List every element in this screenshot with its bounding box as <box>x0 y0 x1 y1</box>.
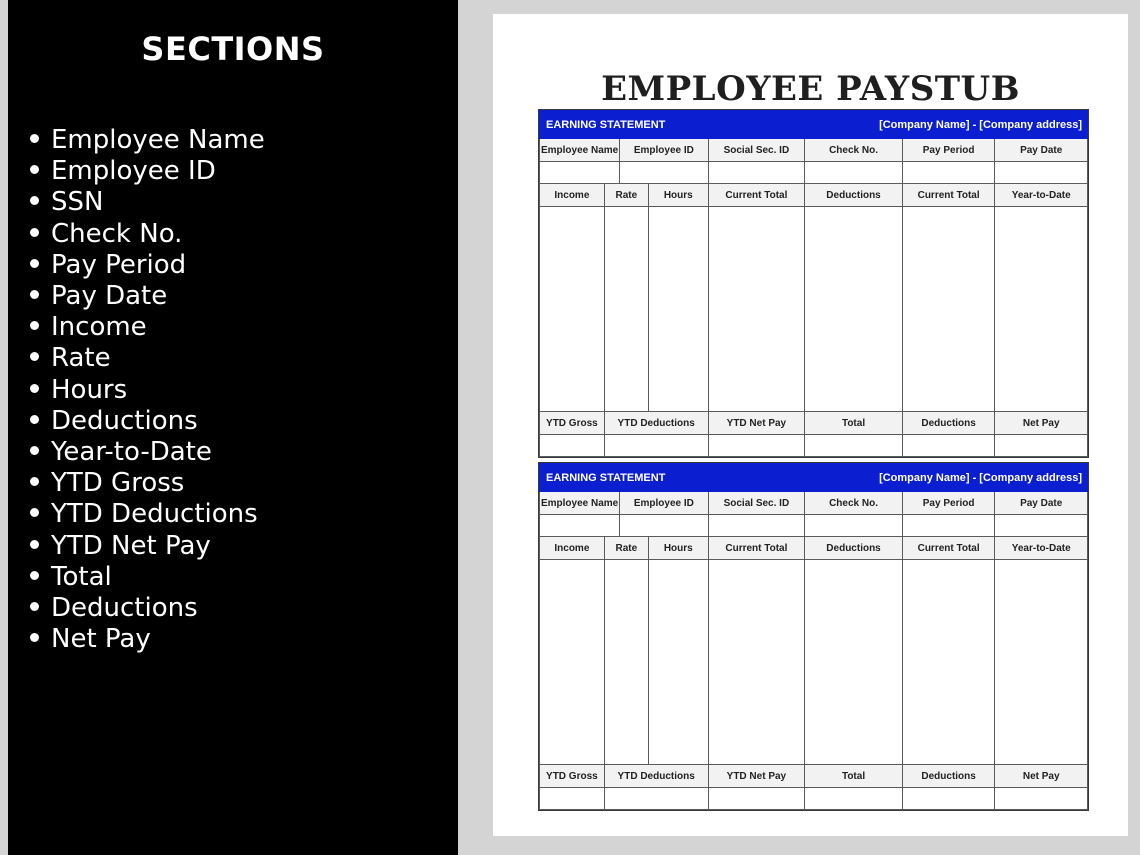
check-no-label: Check No. <box>805 139 903 162</box>
info-header-row <box>540 139 1088 162</box>
rate-field[interactable] <box>604 207 648 412</box>
deductions-label: Deductions <box>805 184 903 207</box>
deductions-field[interactable] <box>902 435 995 457</box>
bullet-icon <box>30 352 39 361</box>
ytd-net-pay-field[interactable] <box>708 435 805 457</box>
list-item: Deductions <box>28 593 265 624</box>
bullet-icon <box>30 446 39 455</box>
company-info: [Company Name] - [Company address] <box>805 111 1088 139</box>
current-total-field[interactable] <box>708 207 805 412</box>
list-item: Year-to-Date <box>28 437 265 468</box>
net-pay-field[interactable] <box>995 435 1088 457</box>
list-item: Deductions <box>28 406 265 437</box>
check-no-field[interactable] <box>805 162 903 184</box>
social-sec-id-label: Social Sec. ID <box>708 492 805 515</box>
list-item: Pay Date <box>28 281 265 312</box>
detail-body-row <box>540 560 1088 765</box>
list-item: Hours <box>28 375 265 406</box>
ytd-gross-label: YTD Gross <box>540 765 605 788</box>
hours-field[interactable] <box>648 560 708 765</box>
employee-id-label: Employee ID <box>620 492 708 515</box>
employee-name-label: Employee Name <box>540 492 620 515</box>
ytd-gross-field[interactable] <box>540 435 605 457</box>
pay-date-label: Pay Date <box>995 492 1088 515</box>
statement-header <box>540 111 1088 139</box>
sections-list <box>28 125 265 655</box>
rate-label: Rate <box>604 184 648 207</box>
list-item: Net Pay <box>28 624 265 655</box>
pay-period-label: Pay Period <box>902 139 995 162</box>
statement-header <box>540 464 1088 492</box>
list-item: SSN <box>28 187 265 218</box>
info-header-row <box>540 492 1088 515</box>
bullet-icon <box>30 290 39 299</box>
current-total-field[interactable] <box>708 560 805 765</box>
summary-value-row <box>540 435 1088 457</box>
income-label: Income <box>540 184 605 207</box>
deductions-label: Deductions <box>902 412 995 435</box>
current-total-label: Current Total <box>902 537 995 560</box>
total-label: Total <box>805 412 903 435</box>
list-item: Total <box>28 562 265 593</box>
year-to-date-label: Year-to-Date <box>995 184 1088 207</box>
current-total-label: Current Total <box>708 184 805 207</box>
pay-date-field[interactable] <box>995 515 1088 537</box>
bullet-icon <box>30 415 39 424</box>
net-pay-field[interactable] <box>995 788 1088 810</box>
list-item: YTD Gross <box>28 468 265 499</box>
total-label: Total <box>805 765 903 788</box>
total-field[interactable] <box>805 788 903 810</box>
ytd-deductions-field[interactable] <box>604 435 708 457</box>
ytd-deductions-label: YTD Deductions <box>604 765 708 788</box>
summary-value-row <box>540 788 1088 810</box>
pay-period-field[interactable] <box>902 162 995 184</box>
list-item: YTD Deductions <box>28 499 265 530</box>
bullet-icon <box>30 384 39 393</box>
bullet-icon <box>30 477 39 486</box>
social-sec-id-field[interactable] <box>708 515 805 537</box>
bullet-icon <box>30 571 39 580</box>
rate-label: Rate <box>604 537 648 560</box>
list-item: Check No. <box>28 219 265 250</box>
bullet-icon <box>30 602 39 611</box>
current-total-label: Current Total <box>902 184 995 207</box>
employee-id-label: Employee ID <box>620 139 708 162</box>
deductions-field[interactable] <box>902 788 995 810</box>
employee-name-field[interactable] <box>540 162 620 184</box>
bullet-icon <box>30 259 39 268</box>
deductions-field[interactable] <box>805 560 903 765</box>
summary-header-row <box>540 765 1088 788</box>
ytd-deductions-field[interactable] <box>604 788 708 810</box>
current-total-field[interactable] <box>902 207 995 412</box>
detail-header-row <box>540 537 1088 560</box>
current-total-field[interactable] <box>902 560 995 765</box>
info-value-row <box>540 162 1088 184</box>
sections-title: SECTIONS <box>141 30 325 68</box>
net-pay-label: Net Pay <box>995 765 1088 788</box>
pay-date-field[interactable] <box>995 162 1088 184</box>
ytd-gross-field[interactable] <box>540 788 605 810</box>
document-title: EMPLOYEE PAYSTUB <box>601 69 1020 109</box>
pay-period-field[interactable] <box>902 515 995 537</box>
rate-field[interactable] <box>604 560 648 765</box>
detail-body-row <box>540 207 1088 412</box>
employee-name-label: Employee Name <box>540 139 620 162</box>
pay-date-label: Pay Date <box>995 139 1088 162</box>
list-item: YTD Net Pay <box>28 531 265 562</box>
sections-panel <box>8 0 458 855</box>
employee-id-field[interactable] <box>620 515 708 537</box>
total-field[interactable] <box>805 435 903 457</box>
statement-title: EARNING STATEMENT <box>540 464 805 492</box>
bullet-icon <box>30 165 39 174</box>
deductions-field[interactable] <box>805 207 903 412</box>
hours-label: Hours <box>648 537 708 560</box>
bullet-icon <box>30 540 39 549</box>
ytd-gross-label: YTD Gross <box>540 412 605 435</box>
detail-header-row <box>540 184 1088 207</box>
current-total-label: Current Total <box>708 537 805 560</box>
year-to-date-label: Year-to-Date <box>995 537 1088 560</box>
ytd-net-pay-field[interactable] <box>708 788 805 810</box>
income-label: Income <box>540 537 605 560</box>
hours-field[interactable] <box>648 207 708 412</box>
bullet-icon <box>30 134 39 143</box>
statement-title: EARNING STATEMENT <box>540 111 805 139</box>
list-item: Employee Name <box>28 125 265 156</box>
bullet-icon <box>30 508 39 517</box>
summary-header-row <box>540 412 1088 435</box>
employee-name-field[interactable] <box>540 515 620 537</box>
deductions-label: Deductions <box>902 765 995 788</box>
bullet-icon <box>30 321 39 330</box>
hours-label: Hours <box>648 184 708 207</box>
deductions-label: Deductions <box>805 537 903 560</box>
earning-statement-1 <box>538 109 1089 458</box>
social-sec-id-label: Social Sec. ID <box>708 139 805 162</box>
pay-period-label: Pay Period <box>902 492 995 515</box>
list-item: Employee ID <box>28 156 265 187</box>
year-to-date-field[interactable] <box>995 207 1088 412</box>
list-item: Income <box>28 312 265 343</box>
social-sec-id-field[interactable] <box>708 162 805 184</box>
list-item: Pay Period <box>28 250 265 281</box>
ytd-net-pay-label: YTD Net Pay <box>708 412 805 435</box>
employee-id-field[interactable] <box>620 162 708 184</box>
bullet-icon <box>30 633 39 642</box>
ytd-deductions-label: YTD Deductions <box>604 412 708 435</box>
net-pay-label: Net Pay <box>995 412 1088 435</box>
bullet-icon <box>30 228 39 237</box>
year-to-date-field[interactable] <box>995 560 1088 765</box>
bullet-icon <box>30 196 39 205</box>
income-field[interactable] <box>540 560 605 765</box>
ytd-net-pay-label: YTD Net Pay <box>708 765 805 788</box>
paystub-document <box>493 14 1128 836</box>
earning-statement-2 <box>538 462 1089 811</box>
check-no-field[interactable] <box>805 515 903 537</box>
list-item: Rate <box>28 343 265 374</box>
income-field[interactable] <box>540 207 605 412</box>
check-no-label: Check No. <box>805 492 903 515</box>
info-value-row <box>540 515 1088 537</box>
company-info: [Company Name] - [Company address] <box>805 464 1088 492</box>
